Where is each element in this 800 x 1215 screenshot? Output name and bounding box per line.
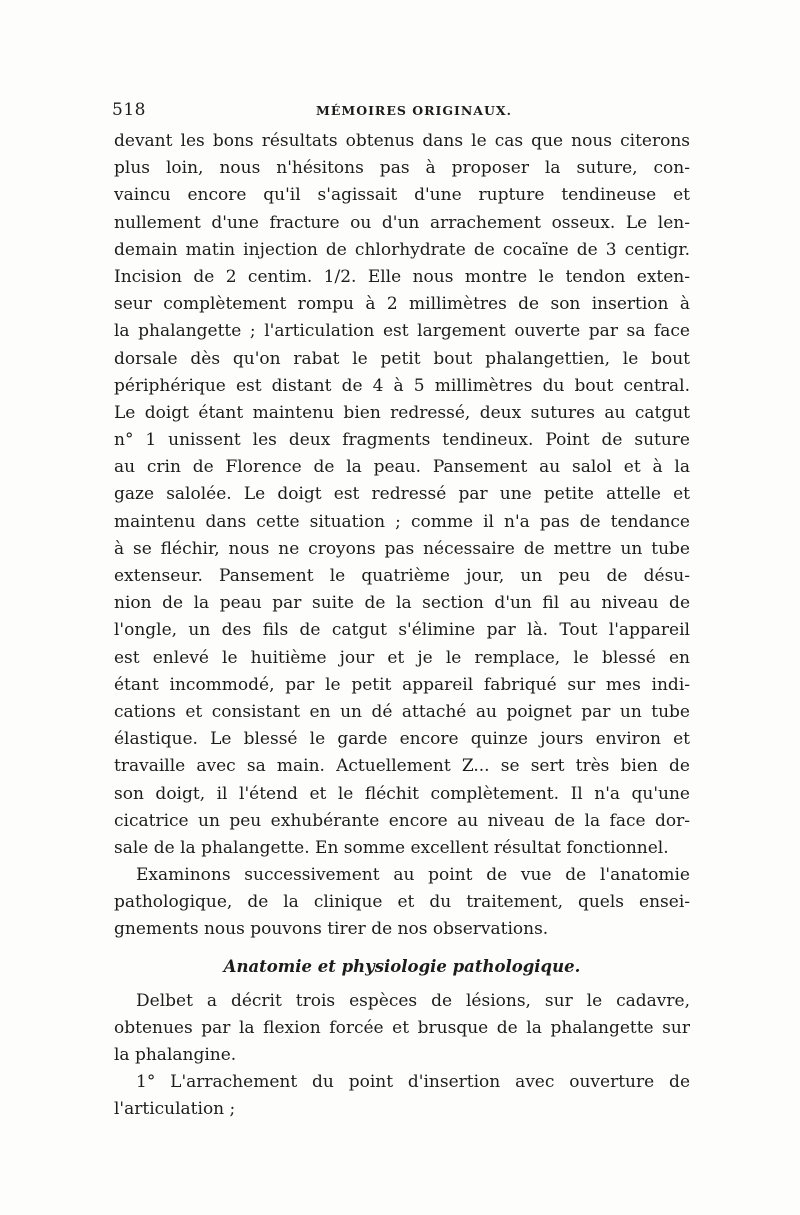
- text-line: Delbet a décrit trois espèces de lésions, sur le cadavre,: [136, 990, 690, 1011]
- text-line: la phalangine.: [114, 1045, 237, 1065]
- text-line: Examinons successivement au point de vue de l'anatomie: [136, 865, 690, 886]
- text-line: maintenu dans cette situation ; comme il n'a pas de tendance: [114, 511, 690, 532]
- paragraph-case-report: [114, 128, 690, 862]
- text-line: à se fléchir, nous ne croyons pas nécessaire de mettre un tube: [114, 538, 690, 559]
- text-line: 1° L'arrachement du point d'insertion avec ouverture de: [136, 1072, 690, 1093]
- paragraph-lesion-list: [114, 1069, 690, 1123]
- text-line: n° 1 unissent les deux fragments tendineux. Point de suture: [114, 430, 690, 451]
- text-line: étant incommodé, par le petit appareil fabriqué sur mes indi-: [114, 674, 690, 695]
- text-line: nullement d'une fracture ou d'un arrachement osseux. Le len-: [114, 212, 690, 233]
- text-line: demain matin injection de chlorhydrate de cocaïne de 3 centigr.: [114, 239, 690, 260]
- text-line: nion de la peau par suite de la section d'un fil au niveau de: [114, 593, 690, 614]
- text-line: Incision de 2 centim. 1/2. Elle nous montre le tendon exten-: [114, 266, 690, 287]
- section-heading: Anatomie et physiologie pathologique.: [223, 956, 581, 976]
- text-line: son doigt, il l'étend et le fléchit complètement. Il n'a qu'une: [114, 783, 690, 804]
- text-line: l'ongle, un des fils de catgut s'élimine par là. Tout l'appareil: [114, 620, 690, 641]
- text-line: seur complètement rompu à 2 millimètres de son insertion à: [114, 294, 690, 315]
- text-line: la phalangette ; l'articulation est largement ouverte par sa face: [114, 321, 690, 342]
- text-line: périphérique est distant de 4 à 5 millimètres du bout central.: [114, 375, 690, 396]
- text-line: extenseur. Pansement le quatrième jour, un peu de désu-: [114, 566, 690, 586]
- text-line: élastique. Le blessé le garde encore quinze jours environ et: [114, 729, 690, 750]
- text-line: sale de la phalangette. En somme excellent résultat fonctionnel.: [114, 837, 669, 858]
- paragraph-introduction: [114, 862, 690, 944]
- text-line: l'articulation ;: [114, 1099, 236, 1120]
- text-line: est enlevé le huitième jour et je le remplace, le blessé en: [114, 647, 690, 668]
- text-line: gnements nous pouvons tirer de nos observations.: [114, 919, 549, 940]
- text-line: plus loin, nous n'hésitons pas à proposer la suture, con-: [114, 158, 690, 179]
- text-line: devant les bons résultats obtenus dans le cas que nous citerons: [114, 131, 690, 151]
- text-line: gaze salolée. Le doigt est redressé par une petite attelle et: [114, 484, 690, 505]
- running-header: [112, 100, 692, 122]
- text-line: Le doigt étant maintenu bien redressé, deux sutures au catgut: [114, 402, 690, 423]
- text-line: pathologique, de la clinique et du traitement, quels ensei-: [114, 892, 690, 913]
- running-title: MÉMOIRES ORIGINAUX.: [316, 103, 512, 118]
- text-line: vaincu encore qu'il s'agissait d'une rupture tendineuse et: [114, 185, 690, 206]
- body-text: [114, 128, 690, 1124]
- text-line: au crin de Florence de la peau. Pansement au salol et à la: [114, 457, 690, 478]
- text-line: dorsale dès qu'on rabat le petit bout phalangettien, le bout: [114, 348, 690, 369]
- text-line: travaille avec sa main. Actuellement Z... se sert très bien de: [114, 756, 690, 777]
- text-line: cations et consistant en un dé attaché au poignet par un tube: [114, 701, 690, 722]
- text-line: obtenues par la flexion forcée et brusque de la phalangette sur: [114, 1017, 690, 1038]
- page-number: 518: [112, 100, 146, 120]
- paragraph-delbet: [114, 988, 690, 1070]
- text-line: cicatrice un peu exhubérante encore au niveau de la face dor-: [114, 810, 690, 831]
